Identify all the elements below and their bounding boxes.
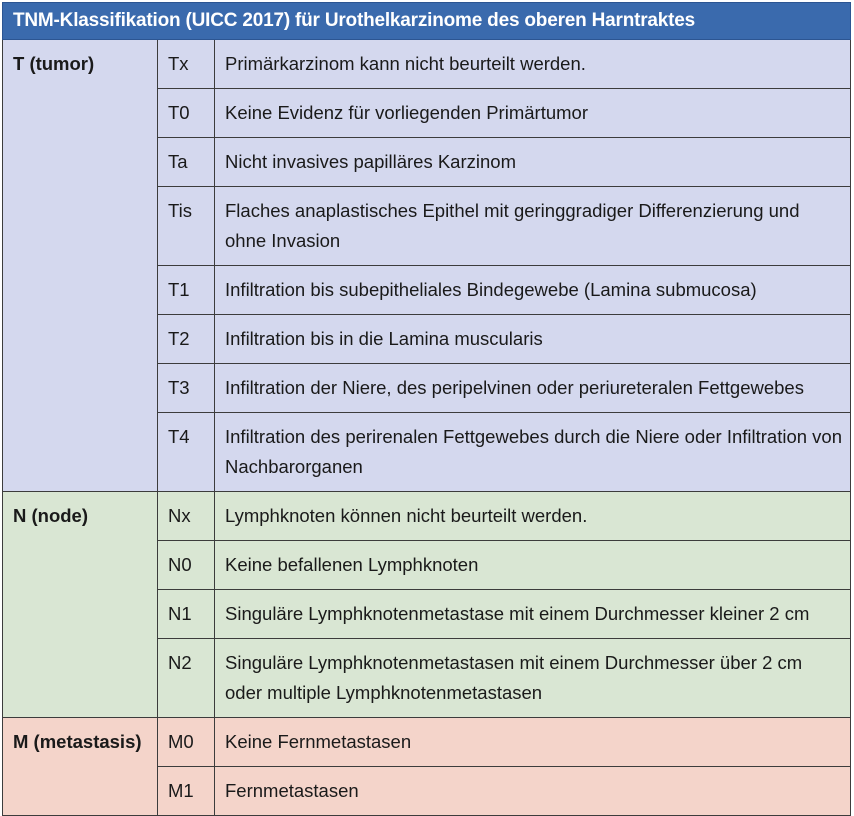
- stage-code: N1: [158, 590, 215, 639]
- stage-code: N2: [158, 639, 215, 718]
- category-label-metastasis: M (metastasis): [3, 718, 158, 816]
- stage-code: T2: [158, 315, 215, 364]
- stage-code: M0: [158, 718, 215, 767]
- stage-description: Keine Evidenz für vorliegenden Primärtumor: [215, 89, 851, 138]
- stage-description: Fernmetastasen: [215, 767, 851, 816]
- stage-code: T0: [158, 89, 215, 138]
- stage-description: Primärkarzinom kann nicht beurteilt werden.: [215, 40, 851, 89]
- table-row: [3, 40, 851, 89]
- stage-description: Infiltration bis subepitheliales Bindegewebe (Lamina submucosa): [215, 266, 851, 315]
- tnm-table: [2, 2, 851, 816]
- stage-code: Tx: [158, 40, 215, 89]
- stage-code: T4: [158, 413, 215, 492]
- category-label-node: N (node): [3, 492, 158, 718]
- stage-code: M1: [158, 767, 215, 816]
- stage-description: Flaches anaplastisches Epithel mit geringgradiger Differenzierung und ohne Invasion: [215, 187, 851, 266]
- stage-code: T1: [158, 266, 215, 315]
- stage-description: Keine befallenen Lymphknoten: [215, 541, 851, 590]
- stage-code: Tis: [158, 187, 215, 266]
- stage-code: Nx: [158, 492, 215, 541]
- category-label-tumor: T (tumor): [3, 40, 158, 492]
- stage-description: Infiltration bis in die Lamina muscularis: [215, 315, 851, 364]
- stage-code: Ta: [158, 138, 215, 187]
- stage-description: Infiltration der Niere, des peripelvinen oder periureteralen Fettgewebes: [215, 364, 851, 413]
- stage-description: Singuläre Lymphknotenmetastase mit einem Durchmesser kleiner 2 cm: [215, 590, 851, 639]
- stage-description: Lymphknoten können nicht beurteilt werden.: [215, 492, 851, 541]
- tnm-table-container: [2, 2, 850, 816]
- stage-code: T3: [158, 364, 215, 413]
- table-row: [3, 492, 851, 541]
- stage-description: Nicht invasives papilläres Karzinom: [215, 138, 851, 187]
- table-header-row: [3, 3, 851, 40]
- stage-description: Singuläre Lymphknotenmetastasen mit einem Durchmesser über 2 cm oder multiple Lymphknotenmetastasen: [215, 639, 851, 718]
- table-row: [3, 718, 851, 767]
- stage-code: N0: [158, 541, 215, 590]
- stage-description: Keine Fernmetastasen: [215, 718, 851, 767]
- stage-description: Infiltration des perirenalen Fettgewebes durch die Niere oder Infiltration von Nachbarorganen: [215, 413, 851, 492]
- table-title: TNM-Klassifikation (UICC 2017) für Urothelkarzinome des oberen Harntraktes: [3, 3, 851, 40]
